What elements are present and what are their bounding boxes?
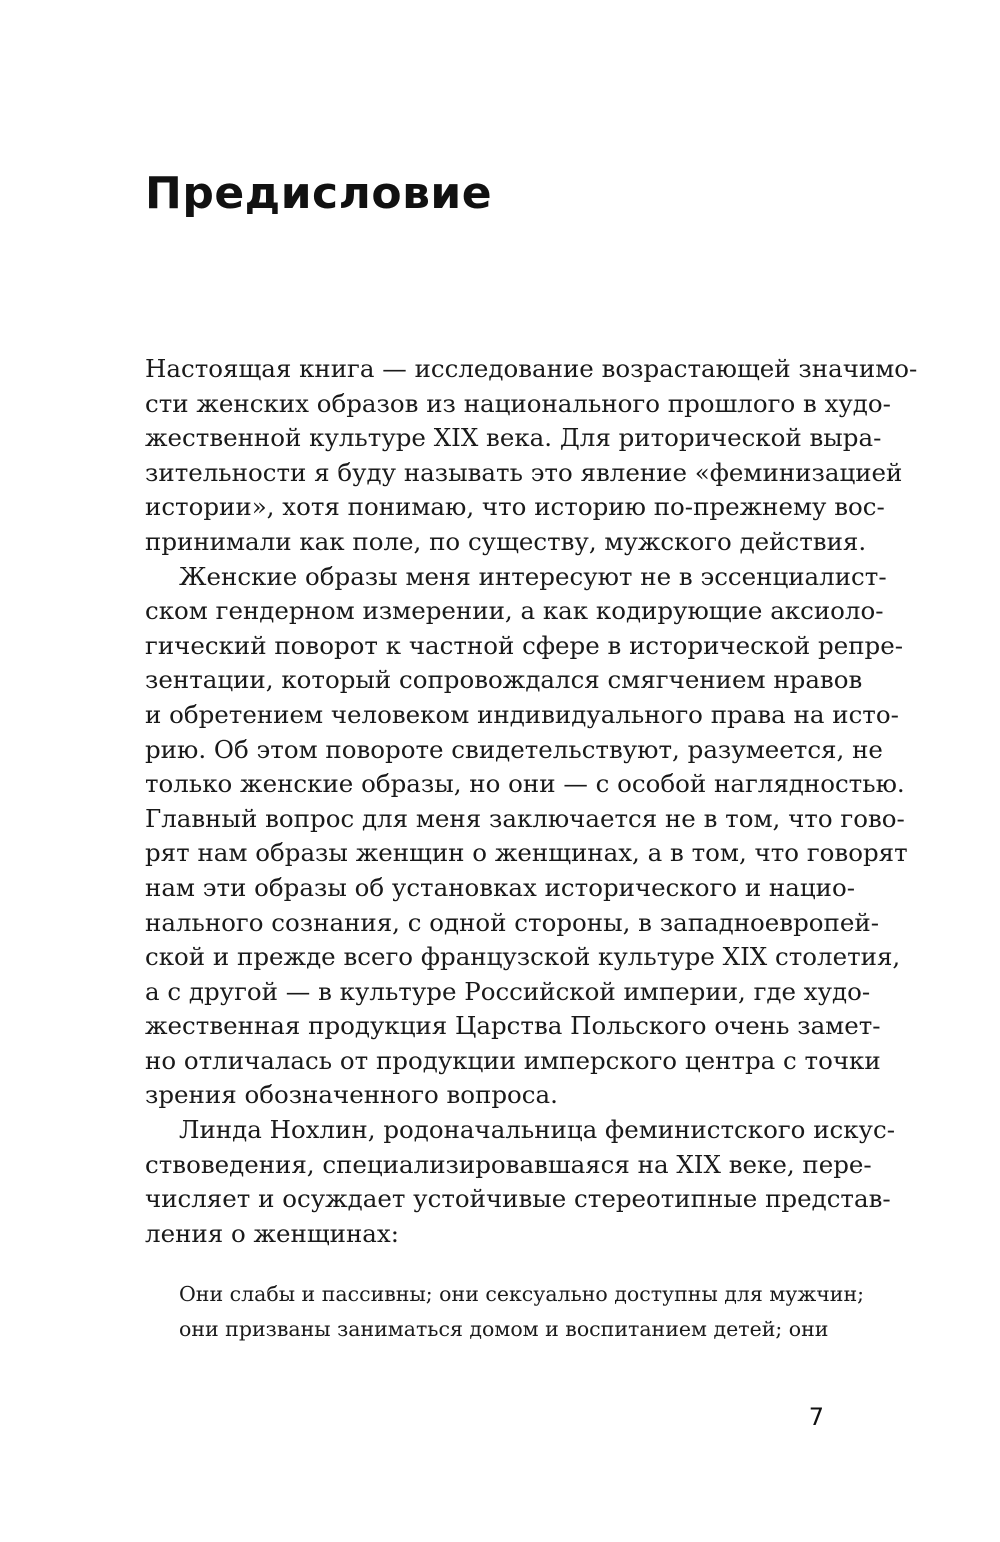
text-line: рят нам образы женщин о женщинах, а в том, что говорят bbox=[145, 838, 908, 868]
text-line: и обретением человеком индивидуального права на исто- bbox=[145, 699, 899, 729]
text-line: истории», хотя понимаю, что историю по-прежнему вос- bbox=[145, 492, 885, 522]
text-line: зительности я буду называть это явление «феминизацией bbox=[145, 457, 903, 487]
text-line: жественной культуре XIX века. Для риторической выра- bbox=[145, 423, 882, 453]
paragraph bbox=[145, 560, 908, 1114]
text-line: Женские образы меня интересуют не в эссенциалист- bbox=[179, 561, 887, 591]
text-line: принимали как поле, по существу, мужского действия. bbox=[145, 526, 867, 556]
text-line: ления о женщинах: bbox=[145, 1218, 399, 1248]
text-line: нального сознания, с одной стороны, в западноевропей- bbox=[145, 907, 879, 937]
text-line: зентации, который сопровождался смягчением нравов bbox=[145, 665, 863, 695]
text-line: Главный вопрос для меня заключается не в том, что гово- bbox=[145, 803, 905, 833]
body-text bbox=[145, 352, 918, 1251]
text-line: нам эти образы об установках исторического и нацио- bbox=[145, 872, 855, 902]
text-line: жественная продукция Царства Польского очень замет- bbox=[145, 1011, 881, 1041]
text-line: а с другой — в культуре Российской империи, где худо- bbox=[145, 976, 871, 1006]
chapter-title: Предисловие bbox=[145, 168, 493, 219]
text-line: ствоведения, специализировавшаяся на XIX веке, пере- bbox=[145, 1149, 872, 1179]
text-line: Настоящая книга — исследование возрастающей значимо- bbox=[145, 354, 918, 383]
text-line: зрения обозначенного вопроса. bbox=[145, 1080, 558, 1110]
text-line: Линда Нохлин, родоначальница феминистского искус- bbox=[179, 1115, 895, 1145]
quote-line: Они слабы и пассивны; они сексуально доступны для мужчин; bbox=[179, 1282, 865, 1306]
text-line: ской и прежде всего французской культуре XIX столетия, bbox=[145, 942, 901, 972]
text-line: сти женских образов из национального прошлого в худо- bbox=[145, 388, 891, 418]
text-line: рию. Об этом повороте свидетельствуют, разумеется, не bbox=[145, 734, 883, 764]
text-line: числяет и осуждает устойчивые стереотипные представ- bbox=[145, 1184, 891, 1214]
text-line: ском гендерном измерении, а как кодирующие аксиоло- bbox=[145, 596, 884, 626]
text-line: гический поворот к частной сфере в исторической репре- bbox=[145, 630, 904, 660]
paragraph bbox=[145, 1113, 895, 1251]
block-quote bbox=[179, 1278, 865, 1347]
text-line: но отличалась от продукции имперского центра с точки bbox=[145, 1045, 881, 1075]
paragraph bbox=[145, 352, 918, 560]
quote-line: они призваны заниматься домом и воспитанием детей; они bbox=[179, 1316, 829, 1341]
page-number: 7 bbox=[808, 1403, 824, 1431]
text-line: только женские образы, но они — с особой наглядностью. bbox=[145, 769, 905, 799]
